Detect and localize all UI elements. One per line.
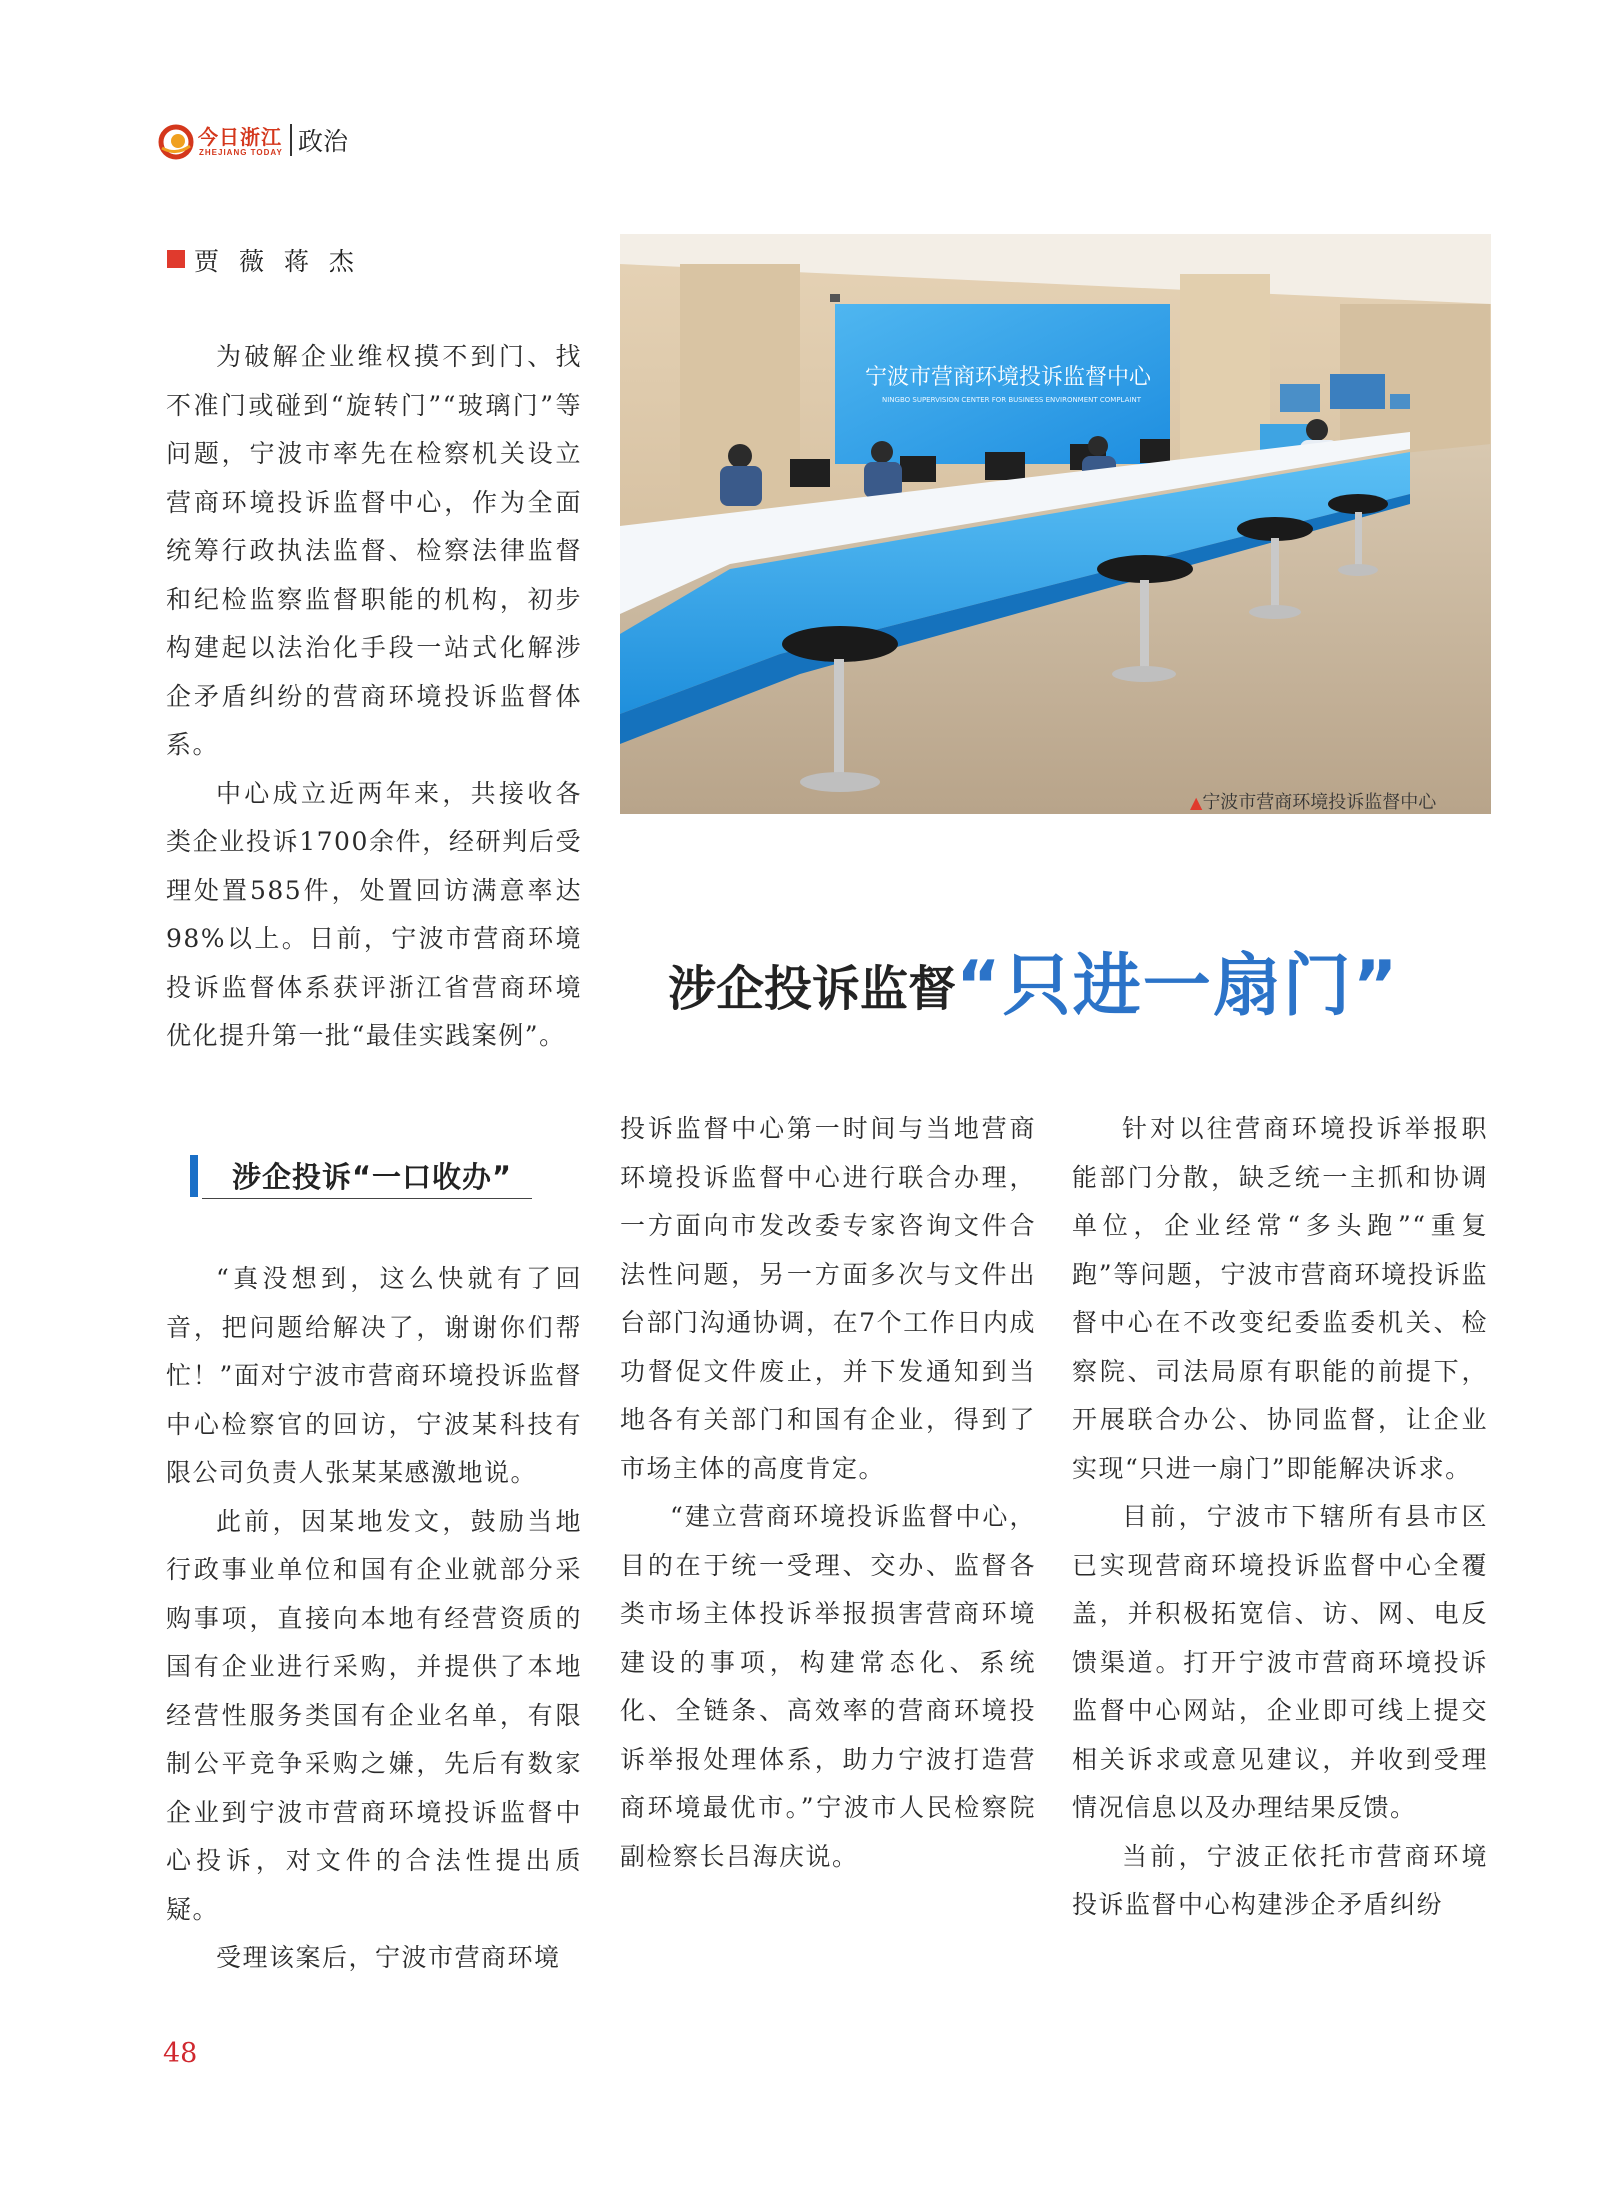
subheading-bar bbox=[190, 1155, 198, 1197]
section-name: 政治 bbox=[298, 127, 349, 156]
paragraph: 目前，宁波市下辖所有县市区已实现营商环境投诉监督中心全覆盖，并积极拓宽信、访、网、电反馈渠道。打开宁波市营商环境投诉监督中心网站，企业即可线上提交相关诉求或意见建议，并收到受理情况信息以及办理结果反馈。 bbox=[1072, 1502, 1488, 1822]
paragraph: 当前，宁波正依托市营商环境投诉监督中心构建涉企矛盾纠纷 bbox=[1072, 1841, 1488, 1919]
caption-marker-icon: ▲ bbox=[1190, 793, 1203, 812]
sign-subtext: NINGBO SUPERVISION CENTER FOR BUSINESS ENVIRONMENT COMPLAINT bbox=[882, 396, 1141, 404]
paragraph: 此前，因某地发文，鼓励当地行政事业单位和国有企业就部分采购事项，直接向本地有经营资质的国有企业进行采购，并提供了本地经营性服务类国有企业名单，有限制公平竞争采购之嫌，先后有数家企业到宁波市营商环境投诉监督中心投诉，对文件的合法性提出质疑。 bbox=[166, 1506, 582, 1924]
logo-subtext: ZHEJIANG TODAY bbox=[199, 148, 283, 157]
service-center-photo bbox=[620, 234, 1491, 814]
logo-icon bbox=[158, 124, 194, 160]
subheading: 涉企投诉“一口收办” bbox=[232, 1160, 513, 1194]
page-number: 48 bbox=[163, 2038, 198, 2069]
byline-marker bbox=[167, 250, 185, 268]
paragraph: 针对以往营商环境投诉举报职能部门分散，缺乏统一主抓和协调单位，企业经常“多头跑”“重复跑”等问题，宁波市营商环境投诉监督中心在不改变纪委监委机关、检察院、司法局原有职能的前提下，开展联合办公、协同监督，让企业实现“只进一扇门”即能解决诉求。 bbox=[1072, 1114, 1488, 1483]
paragraph: “建立营商环境投诉监督中心，目的在于统一受理、交办、监督各类市场主体投诉举报损害营商环境建设的事项，构建常态化、系统化、全链条、高效率的营商环境投诉举报处理体系，助力宁波打造营商环境最优市。”宁波市人民检察院副检察长吕海庆说。 bbox=[620, 1502, 1036, 1871]
logo-text: 今日浙江 bbox=[198, 125, 282, 149]
paragraph: “真没想到，这么快就有了回音，把问题给解决了，谢谢你们帮忙！”面对宁波市营商环境投诉监督中心检察官的回访，宁波某科技有限公司负责人张某某感激地说。 bbox=[166, 1264, 582, 1487]
byline: 贾 薇 蒋 杰 bbox=[194, 247, 360, 276]
column-2-text bbox=[620, 1105, 1036, 1881]
headline-prefix: 涉企投诉监督 bbox=[668, 961, 957, 1017]
paragraph: 投诉监督中心第一时间与当地营商环境投诉监督中心进行联合办理，一方面向市发改委专家咨询文件合法性问题，另一方面多次与文件出台部门沟通协调，在7个工作日内成功督促文件废止，并下发通知到当地各有关部门和国有企业，得到了市场主体的高度肯定。 bbox=[620, 1114, 1036, 1483]
paragraph: 受理该案后，宁波市营商环境 bbox=[216, 1943, 561, 1972]
photo-caption bbox=[1190, 788, 1436, 814]
sign-text: 宁波市营商环境投诉监督中心 bbox=[865, 365, 1152, 390]
paragraph: 中心成立近两年来，共接收各类企业投诉1700余件，经研判后受理处置585件，处置回访满意率达98%以上。日前，宁波市营商环境投诉监督体系获评浙江省营商环境优化提升第一批“最佳实践案例”。 bbox=[166, 778, 582, 1050]
caption-text: 宁波市营商环境投诉监督中心 bbox=[1202, 792, 1437, 813]
column-1-text bbox=[166, 1255, 582, 1983]
intro-text bbox=[166, 333, 582, 1061]
column-3-text bbox=[1072, 1105, 1488, 1930]
header-divider bbox=[290, 124, 292, 156]
headline-highlight: “只进一扇门” bbox=[956, 947, 1400, 1026]
paragraph: 为破解企业维权摸不到门、找不准门或碰到“旋转门”“玻璃门”等问题，宁波市率先在检察机关设立营商环境投诉监督中心，作为全面统筹行政执法监督、检察法律监督和纪检监察监督职能的机构，初步构建起以法治化手段一站式化解涉企矛盾纠纷的营商环境投诉监督体系。 bbox=[166, 342, 582, 759]
headline bbox=[668, 932, 1399, 1029]
subheading-underline bbox=[202, 1198, 532, 1199]
